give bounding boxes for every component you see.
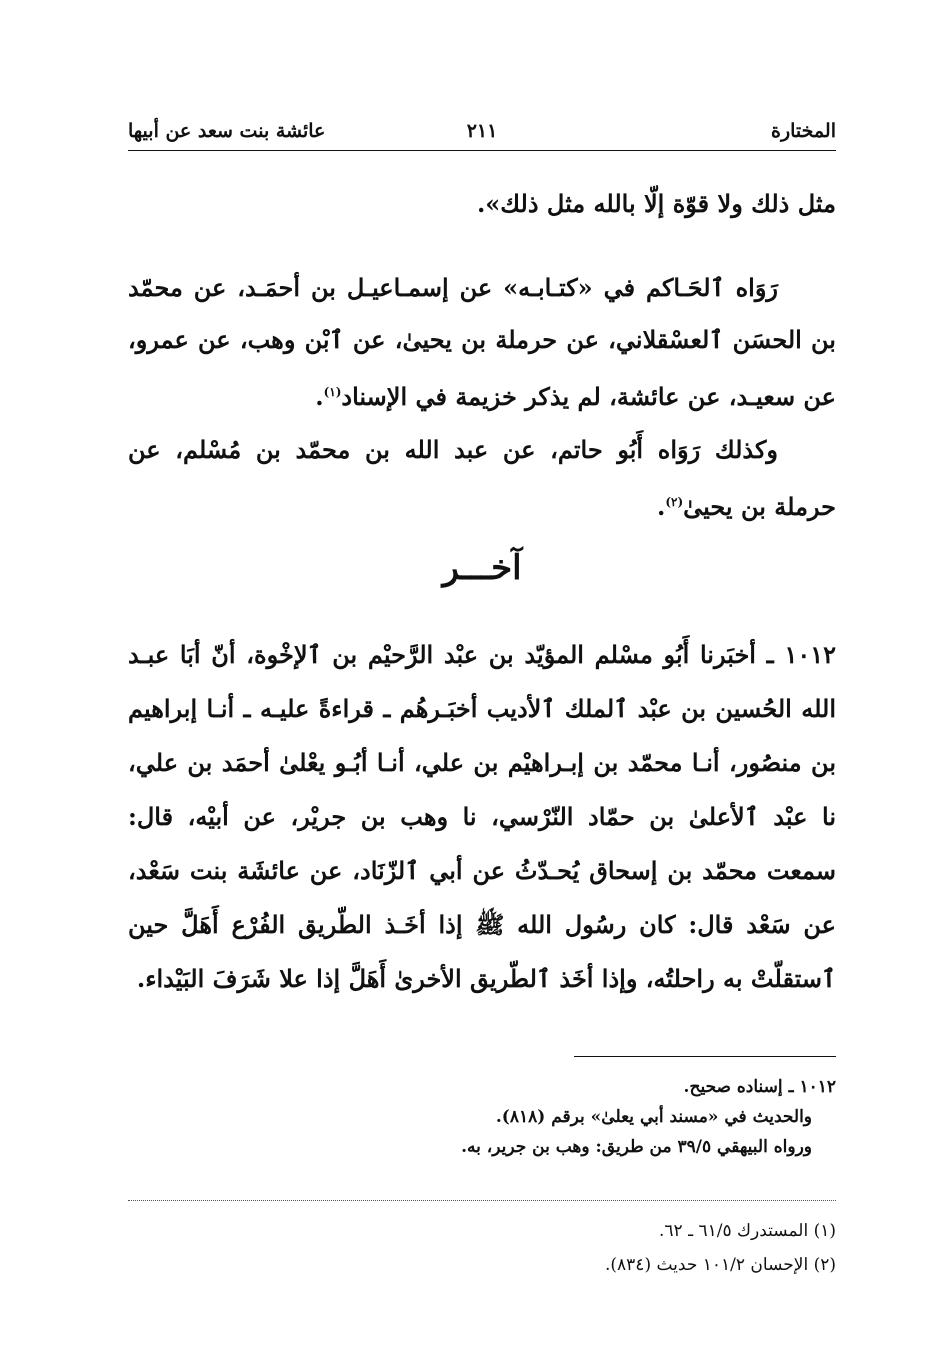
paragraph-end: .: [315, 382, 324, 411]
paragraph-hakim-narration: [128, 262, 836, 423]
notes-divider: [574, 1056, 836, 1057]
chapter-title: عائشة بنت سعد عن أبيها: [128, 120, 326, 142]
note-line: والحديث في «مسند أبي يعلىٰ» برقم (٨١٨).: [495, 1107, 812, 1127]
footnote-ref-2: (٢): [665, 495, 684, 509]
running-header: [128, 116, 836, 151]
note-line: ١٠١٢ ـ إسناده صحيح.: [683, 1077, 836, 1097]
footnotes-divider: [128, 1200, 836, 1201]
hadith-number: ١٠١٢: [784, 640, 836, 669]
paragraph-abu-hatim-narration: [128, 424, 836, 533]
footnotes: [128, 1214, 836, 1282]
paragraph-end: .: [656, 492, 666, 521]
section-heading: آخـــر: [442, 548, 522, 588]
note-line: ورواه البيهقي ٣٩/٥ من طريق: وهب بن جرير، به.: [461, 1137, 812, 1157]
paragraph-continuation: مثل ذلك ولا قوّة إلّا بالله مثل ذلك».: [476, 189, 836, 218]
footnote-2: (٢) الإحسان ١٠١/٢ حديث (٨٣٤).: [605, 1255, 836, 1275]
footnote-1: (١) المستدرك ٦١/٥ ـ ٦٢.: [659, 1221, 836, 1241]
footnote-ref-1: (١): [323, 385, 342, 399]
hadith-text: ـ أخبَرنا أَبُو مسْلم المؤيّد بن عبْد الرَّحيْم بن ٱلإخْوة، أنّ أبَا عبـد الله الحُسين بن عبْد ٱلملك ٱلأديب أخبَـرهُم ـ قراءةً عليـه ـ أنـا إبراهيم بن منصُور، أنـا محمّد بن إبـراهيْم بن علي، أنـا أبُـو يعْلىٰ أحمَد بن علي، نا عبْد ٱلأعلىٰ بن حمّاد النّرْسي، نا وهب بن جريْر، عن أبيْه، قال: سمعت محمّد بن إسحاق يُحـدّثُ عن أبي ٱلزّنَاد، عن عائشَة بنت سَعْد، عن سَعْد قال: كان رسُول الله ﷺ إذا أخَـذ الطّريق الفُرْع أَهَلَّ حين ٱستقلّتْ به راحلتُه، وإذا أخَذ ٱلطّريق الأخرىٰ أَهَلَّ إذا علا شَرَفَ البَيْداء.: [128, 640, 836, 993]
hadith-entry: [128, 628, 836, 1006]
paragraph-text: رَوَاه ٱلحَـاكم في «كتـابـه» عن إسمـاعيـل بن أحمَـد، عن محمّد بن الحسَن ٱلعسْقلاني، عن حرملة بن يحيىٰ، عن ٱبْن وهب، عن عمرو، عن سعيـد، عن عائشة، لم يذكر خزيمة في الإسناد: [128, 273, 836, 411]
paragraph-text: وكذلك رَوَاه أَبُو حاتم، عن عبد الله بن محمّد بن مُسْلم، عن حرملة بن يحيىٰ: [128, 435, 836, 521]
editor-notes: [128, 1072, 836, 1162]
book-title: المختارة: [771, 120, 836, 142]
page-number: ٢١١: [466, 120, 498, 142]
